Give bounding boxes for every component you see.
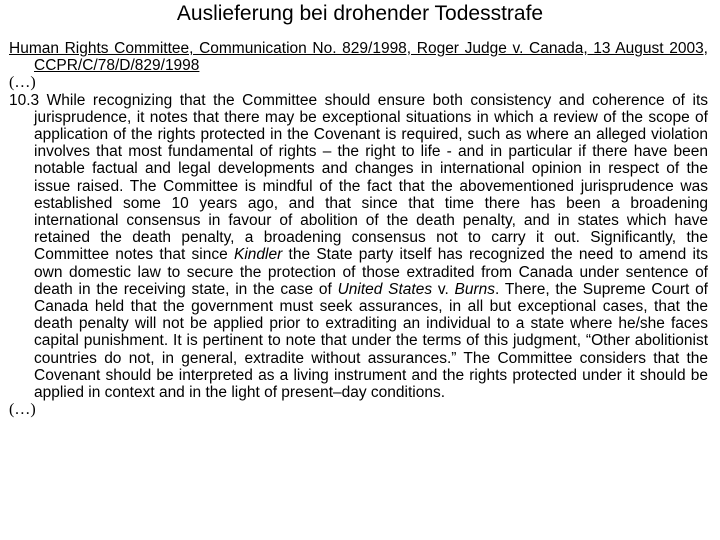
slide-body	[9, 40, 708, 418]
paragraph-part-3: v.	[432, 280, 455, 298]
paragraph-part-4: . There, the Supreme Court of Canada held that the government must seek assurances, in all but exceptional cases, that the death penalty will not be applied prior to extraditing an individual to a state where he/she faces capital punishment. It is pertinent to note that under the terms of this judgment, “Other abolitionist countries do not, in general, extradite without assurances.” The Committee considers that the Covenant should be interpreted as a living instrument and the rights protected under it should be applied in context and in the light of present–day conditions.	[34, 280, 708, 402]
source-citation	[9, 40, 708, 74]
source-citation-link[interactable]: Human Rights Committee, Communication No. 829/1998, Roger Judge v. Canada, 13 August 2003, CCPR/C/78/D/829/1998	[9, 40, 708, 75]
ellipsis-top-text: (…)	[9, 74, 36, 92]
case-name-kindler: Kindler	[234, 246, 283, 264]
paragraph-part-1: 10.3 While recognizing that the Committee should ensure both consistency and coherence of its jurisprudence, it notes that there may be exceptional situations in which a review of the scope of application of the rights protected in the Covenant is required, such as where an alleged violation involves that most fundamental of rights – the right to life - and in particular if there have been notable factual and legal developments and changes in international opinion in respect of the issue raised. The Committee is mindful of the fact that the abovementioned jurisprudence was established some 10 years ago, and that since that time there has been a broadening international consensus in favour of abolition of the death penalty, and in states which have retained the death penalty, a broadening consensus not to carry it out. Significantly, the Committee notes that since	[9, 91, 708, 264]
ellipsis-bottom-text: (…)	[9, 401, 36, 419]
paragraph-part-2: the State party itself has recognized the need to amend its own domestic law to secure the protection of those extradited from Canada under sentence of death in the receiving state, in the case of	[34, 246, 708, 298]
case-name-burns: Burns	[454, 280, 496, 298]
ellipsis-bottom	[9, 401, 708, 418]
quoted-paragraph	[9, 92, 708, 402]
slide-title: Auslieferung bei drohender Todesstrafe	[176, 2, 544, 25]
case-name-united-states: United States	[337, 280, 433, 298]
ellipsis-top	[9, 74, 708, 91]
